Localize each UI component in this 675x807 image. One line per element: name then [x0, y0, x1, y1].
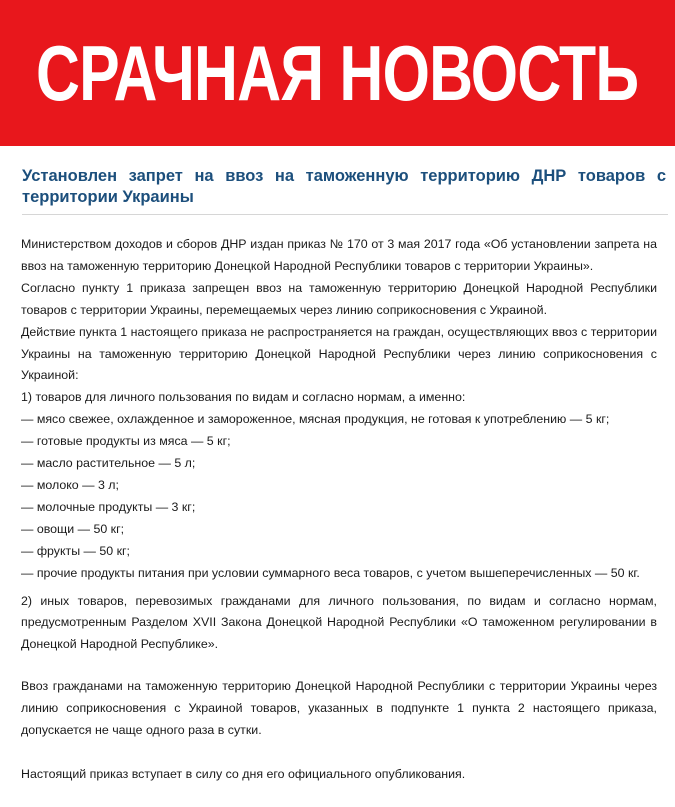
list-item: — масло растительное — 5 л; [21, 456, 196, 471]
spacer [21, 742, 657, 764]
list-heading: 1) товаров для личного пользования по видам и согласно нормам, а именно: [21, 390, 466, 405]
spacer [21, 656, 657, 676]
list-item: — фрукты — 50 кг; [21, 543, 130, 558]
list-item: — готовые продукты из мяса — 5 кг; [21, 434, 231, 449]
list-item: — молоко — 3 л; [21, 477, 119, 492]
banner [0, 0, 675, 146]
paragraph-effective: Настоящий приказ вступает в силу со дня его официального опубликования. [21, 766, 466, 781]
paragraph-intro: Министерством доходов и сборов ДНР издан приказ № 170 от 3 мая 2017 года «Об установлении запрета на ввоз на таможенную территорию Донецкой Народной Республики товаров с территории Украины». [21, 237, 657, 273]
paragraph-other-goods: 2) иных товаров, перевозимых гражданами для личного пользования, по видам и согласно нормам, предусмотренным Разделом XVII Закона Донецкой Народной Республики «О таможенном регулировании в Донецкой Народной Республике». [21, 593, 657, 652]
article-headline: Установлен запрет на ввоз на таможенную территорию ДНР товаров с территории Украины [22, 167, 666, 206]
banner-title: СРАЧНАЯ НОВОСТЬ [36, 29, 639, 117]
list-item: — мясо свежее, охлажденное и замороженное, мясная продукция, не готовая к употреблению — 5 кг; [21, 412, 610, 427]
list-item: — молочные продукты — 3 кг; [21, 499, 196, 514]
paragraph-frequency: Ввоз гражданами на таможенную территорию Донецкой Народной Республики с территории Украины через линию соприкосновения с Украиной товаров, указанных в подпункте 1 пункта 2 настоящего приказа, допускается не чаще одного раза в сутки. [21, 679, 657, 738]
list-item: — прочие продукты питания при условии суммарного веса товаров, с учетом вышеперечисленных — 50 кг. [21, 565, 640, 580]
paragraph-exception: Действие пункта 1 настоящего приказа не распространяется на граждан, осуществляющих ввоз с территории Украины на таможенную территорию Донецкой Народной Республики через линию соприкосновения с Украиной: [21, 324, 657, 383]
list-item: — овощи — 50 кг; [21, 521, 125, 536]
divider [22, 214, 668, 215]
article-body [21, 234, 657, 786]
paragraph-point1: Согласно пункту 1 приказа запрещен ввоз на таможенную территорию Донецкой Народной Республики товаров с территории Украины, перемещаемых через линию соприкосновения с Украиной. [21, 280, 657, 317]
